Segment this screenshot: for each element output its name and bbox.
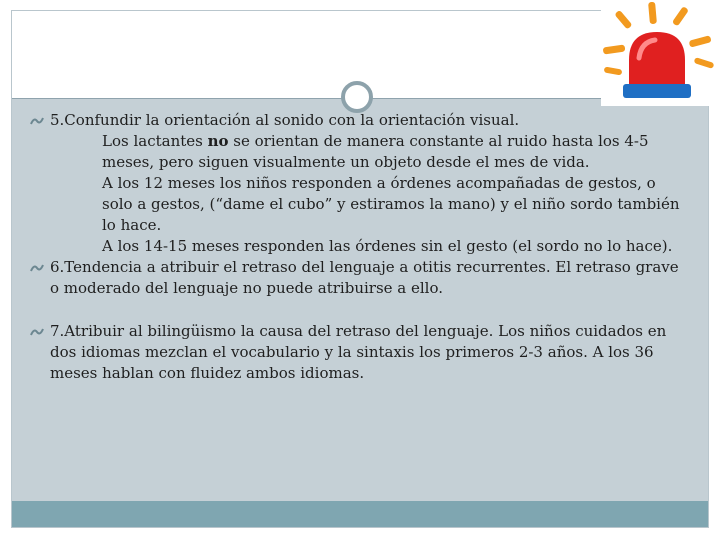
item5-para1-pre: Los lactantes [102, 132, 208, 150]
item6-text: 6.Tendencia a atribuir el retraso del lenguaje a otitis recurrentes. El retraso grave o moderado del lenguaje no puede atribuirse a ello. [50, 258, 679, 297]
spacer [30, 299, 690, 321]
circle-ring-decoration [341, 81, 373, 113]
item5-paragraph-3: A los 14-15 meses responden las órdenes sin el gesto (el sordo no lo hace). [102, 237, 673, 255]
wave-bullet-icon [30, 115, 44, 127]
item5-para1-post: se orientan de manera constante al ruido hasta los 4-5 meses, pero siguen visualmente un objeto desde el mes de vida. [102, 132, 649, 171]
alarm-siren-icon [601, 0, 720, 106]
content-text [30, 110, 690, 384]
footer-bar [12, 501, 708, 527]
item5-paragraph-1 [30, 131, 690, 173]
item5-para1-bold: no [207, 132, 229, 150]
list-item-5 [30, 110, 690, 131]
list-item-7 [30, 321, 690, 384]
item5-paragraph-2: A los 12 meses los niños responden a órdenes acompañadas de gestos, o solo a gestos, (“dame el cubo” y estiramos la mano) y el niño sordo también lo hace. [102, 174, 680, 234]
wave-bullet-icon [30, 326, 44, 338]
list-item-6 [30, 257, 690, 299]
item7-text: 7.Atribuir al bilingüismo la causa del retraso del lenguaje. Los niños cuidados en dos idiomas mezclan el vocabulario y la sintaxis los primeros 2-3 años. A los 36 meses hablan con fluidez ambos idiomas. [50, 322, 667, 382]
wave-bullet-icon [30, 262, 44, 274]
item5-heading: 5.Confundir la orientación al sonido con la orientación visual. [50, 111, 520, 129]
